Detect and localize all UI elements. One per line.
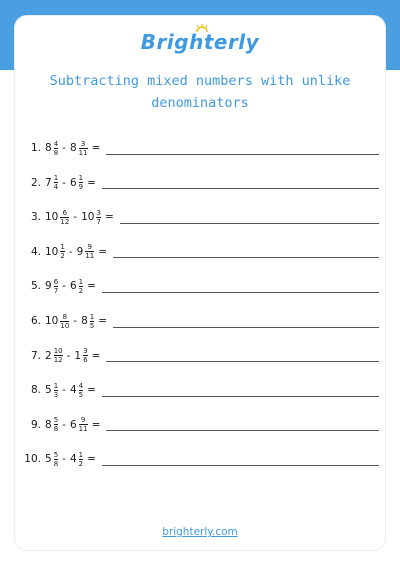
equals-sign: = [98, 315, 108, 327]
fraction [90, 313, 94, 330]
denominator: 3 [53, 390, 59, 399]
answer-line[interactable] [113, 327, 379, 328]
problem-row [22, 344, 382, 368]
denominator: 4 [53, 183, 59, 192]
problem-row [22, 378, 382, 402]
numerator: 4 [78, 381, 84, 390]
whole-number: 8 [81, 315, 88, 327]
equals-sign: = [87, 453, 96, 466]
denominator: 2 [78, 459, 84, 468]
minus-sign: - [62, 384, 66, 397]
numerator: 8 [62, 312, 68, 321]
answer-line[interactable] [102, 188, 379, 189]
whole-number: 6 [69, 418, 77, 431]
fraction [54, 347, 63, 364]
problem-row [22, 274, 382, 298]
denominator: 5 [89, 321, 95, 330]
denominator: 11 [78, 425, 88, 434]
minus-sign: - [62, 142, 66, 154]
whole-number: 5 [45, 453, 52, 466]
numerator: 1 [89, 312, 95, 321]
numerator: 3 [96, 208, 101, 217]
whole-number: 10 [45, 211, 59, 224]
subtrahend [70, 174, 83, 191]
problem-number: 1. [30, 142, 41, 154]
answer-line[interactable] [102, 292, 379, 293]
sun-icon [195, 24, 209, 32]
worksheet-title [35, 70, 365, 114]
worksheet-page [15, 16, 385, 550]
equals-sign: = [98, 245, 108, 258]
minus-sign: - [73, 211, 78, 224]
numerator: 10 [53, 347, 63, 356]
fraction [79, 278, 83, 295]
numerator: 6 [62, 208, 68, 217]
answer-line[interactable] [106, 430, 379, 431]
numerator: 1 [78, 450, 84, 459]
whole-number: 2 [45, 349, 52, 362]
denominator: 9 [78, 183, 84, 192]
numerator: 9 [80, 416, 86, 425]
denominator: 11 [85, 252, 95, 261]
problem-number: 10. [24, 453, 41, 466]
fraction [54, 174, 58, 191]
minuend [45, 209, 69, 226]
logo-text: Brighterly [140, 30, 260, 54]
whole-number: 9 [76, 245, 84, 258]
whole-number: 10 [45, 245, 59, 258]
minuend [45, 278, 58, 295]
numerator: 1 [78, 277, 84, 286]
minuend [45, 416, 58, 433]
minus-sign: - [62, 418, 66, 431]
denominator: 8 [53, 459, 59, 468]
denominator: 11 [78, 148, 88, 157]
numerator: 1 [78, 174, 84, 183]
minuend [45, 382, 58, 399]
equals-sign: = [91, 418, 101, 431]
problem-number: 7. [30, 349, 41, 362]
problem-number: 6. [30, 315, 41, 327]
numerator: 6 [53, 277, 59, 286]
subtrahend [81, 209, 101, 226]
denominator: 8 [53, 148, 59, 157]
numerator: 1 [60, 243, 65, 252]
problem-number: 2. [30, 176, 41, 189]
minuend [45, 140, 58, 157]
fraction [54, 416, 58, 433]
whole-number: 6 [69, 280, 77, 293]
minus-sign: - [73, 315, 78, 327]
problem-row [22, 205, 382, 229]
problem-row [22, 309, 382, 333]
fraction [79, 416, 88, 433]
equals-sign: = [87, 280, 96, 293]
subtrahend [77, 243, 95, 260]
whole-number: 4 [69, 453, 77, 466]
numerator: 3 [83, 347, 88, 356]
subtrahend [70, 416, 88, 433]
denominator: 10 [60, 321, 70, 330]
problem-row [22, 413, 382, 437]
title-line-2: denominators [151, 95, 249, 111]
answer-line[interactable] [120, 223, 379, 224]
subtrahend [70, 278, 83, 295]
answer-line[interactable] [102, 465, 379, 466]
minus-sign: - [68, 245, 73, 258]
equals-sign: = [91, 142, 101, 154]
fraction [79, 451, 83, 468]
minuend [45, 451, 58, 468]
minus-sign: - [66, 349, 71, 362]
whole-number: 5 [45, 384, 52, 397]
problem-row [22, 136, 382, 160]
problem-number: 5. [30, 280, 41, 293]
numerator: 5 [53, 416, 59, 425]
fraction [96, 209, 100, 226]
whole-number: 6 [69, 176, 77, 189]
denominator: 12 [60, 217, 70, 226]
fraction [79, 174, 83, 191]
title-line-1: Subtracting mixed numbers with unlike [49, 73, 351, 89]
problem-number: 8. [30, 384, 41, 397]
whole-number: 10 [45, 315, 59, 327]
equals-sign: = [91, 349, 101, 362]
minuend [45, 174, 58, 191]
minus-sign: - [62, 280, 66, 293]
fraction [79, 382, 83, 399]
whole-number: 1 [74, 349, 82, 362]
equals-sign: = [87, 384, 96, 397]
numerator: 3 [80, 139, 86, 148]
denominator: 7 [96, 217, 101, 226]
numerator: 1 [53, 381, 59, 390]
answer-line[interactable] [113, 257, 379, 258]
brand-logo [15, 30, 385, 54]
whole-number: 9 [45, 280, 52, 293]
answer-line[interactable] [102, 396, 379, 397]
fraction [60, 209, 69, 226]
fraction [60, 313, 69, 330]
denominator: 6 [83, 356, 88, 365]
whole-number: 8 [45, 142, 52, 154]
fraction [54, 451, 58, 468]
whole-number: 8 [45, 418, 52, 431]
numerator: 4 [53, 139, 59, 148]
equals-sign: = [104, 211, 114, 224]
problem-row [22, 240, 382, 264]
minus-sign: - [62, 453, 66, 466]
fraction [79, 140, 88, 157]
denominator: 5 [78, 390, 84, 399]
denominator: 12 [53, 356, 63, 365]
footer-link[interactable]: brighterly.com [162, 526, 238, 538]
whole-number: 10 [81, 211, 95, 224]
minus-sign: - [62, 176, 66, 189]
fraction [54, 140, 58, 157]
denominator: 8 [53, 425, 59, 434]
subtrahend [70, 451, 83, 468]
fraction [54, 382, 58, 399]
answer-line[interactable] [106, 361, 379, 362]
equals-sign: = [87, 176, 96, 189]
whole-number: 4 [69, 384, 77, 397]
minuend [45, 347, 63, 364]
problem-number: 3. [30, 211, 41, 224]
denominator: 7 [53, 286, 59, 295]
numerator: 9 [87, 243, 93, 252]
minuend [45, 313, 69, 330]
numerator: 5 [53, 450, 59, 459]
answer-line[interactable] [106, 154, 379, 155]
subtrahend [74, 347, 87, 364]
fraction [54, 278, 58, 295]
fraction [83, 347, 87, 364]
whole-number: 7 [45, 176, 52, 189]
problem-row [22, 171, 382, 195]
denominator: 2 [60, 252, 65, 261]
subtrahend [70, 140, 88, 157]
subtrahend [70, 382, 83, 399]
whole-number: 8 [69, 142, 77, 154]
minuend [45, 243, 65, 260]
denominator: 2 [78, 286, 84, 295]
fraction [60, 243, 64, 260]
subtrahend [81, 313, 94, 330]
fraction [85, 243, 94, 260]
numerator: 1 [53, 174, 59, 183]
problem-number: 9. [30, 418, 41, 431]
problem-row [22, 447, 382, 471]
problem-number: 4. [30, 245, 41, 258]
